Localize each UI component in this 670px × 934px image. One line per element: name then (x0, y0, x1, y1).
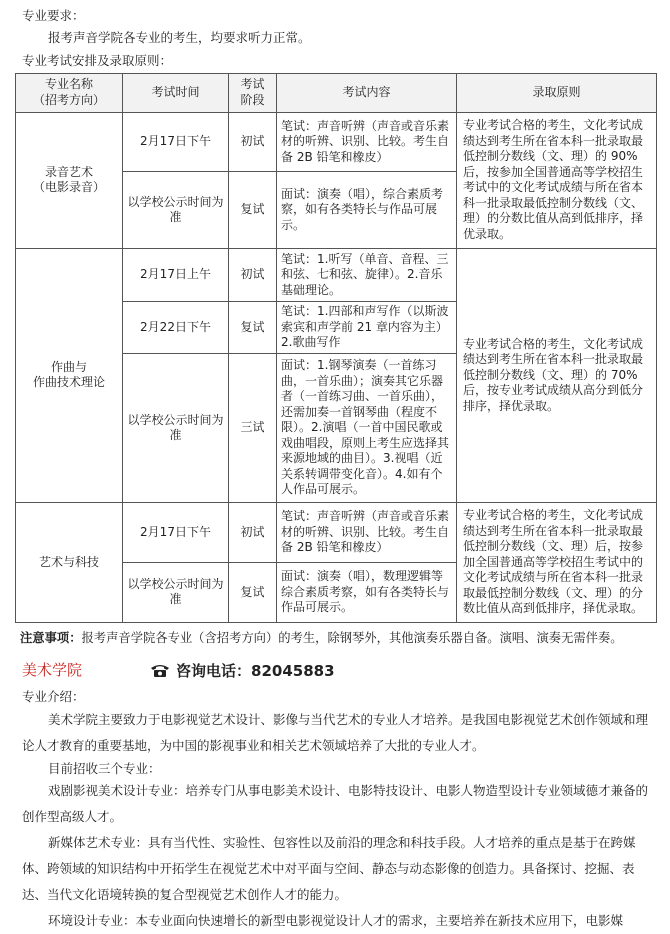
exam-time: 2月17日下午 (123, 502, 229, 562)
exam-time: 2月17日下午 (123, 112, 229, 171)
exam-content: 面试：演奏（唱），数理逻辑等综合素质考察，如有各类特长与作品可展示。 (277, 562, 457, 622)
exam-content: 面试：演奏（唱），综合素质考察，如有各类特长与作品可展示。 (277, 172, 457, 249)
exam-stage: 初试 (229, 502, 277, 562)
phone-number: 82045883 (251, 662, 335, 680)
exam-time: 以学校公示时间为准 (123, 172, 229, 249)
phone-label: 咨询电话： (176, 662, 252, 680)
note-label: 注意事项： (20, 631, 82, 645)
admission-rule: 专业考试合格的考生，文化考试成绩达到考生所在省本科一批录取最低控制分数线（文、理）的 90%后，按参加全国普通高等学校招生考试中的文化考试成绩与所在省本科一批录取最低控制分数线（文、理）的分数比值从高到低排序，择优录取。 (457, 112, 657, 248)
admission-rule: 专业考试合格的考生，文化考试成绩达到考生所在省本科一批录取最低控制分数线（文、理）的 70%后，按专业考试成绩从高分到低分排序，择优录取。 (457, 248, 657, 502)
enroll-text: 目前招收三个专业： (48, 761, 161, 776)
exam-content: 笔试：1.四部和声写作（以斯波索宾和声学前 21 章内容为主）2.歌曲写作 (277, 301, 457, 354)
exam-time: 以学校公示时间为准 (123, 562, 229, 622)
major-name: 录音艺术 （电影录音） (16, 112, 123, 248)
table-row (16, 248, 657, 301)
exam-time: 以学校公示时间为准 (123, 354, 229, 502)
exam-content: 笔试：1.听写（单音、音程、三和弦、七和弦、旋律）。2.音乐基础理论。 (277, 248, 457, 301)
table-row (16, 502, 657, 562)
exam-stage: 复试 (229, 172, 277, 249)
college-name: 美术学院 (22, 661, 83, 679)
major-desc-newmedia: 新媒体艺术专业：具有当代性、实验性、包容性以及前沿的理念和科技手段。人才培养的重点是基于在跨媒体、跨领域的知识结构中开拓学生在视觉艺术中对平面与空间、静态与动态影像的创造力。具备探讨、挖掘、表达、当代文化语境转换的复合型视觉艺术创作人才的能力。 (22, 835, 636, 902)
exam-time: 2月22日下午 (123, 301, 229, 354)
intro-paragraph: 美术学院主要致力于电影视觉艺术设计、影像与当代艺术的专业人才培养。是我国电影视觉艺术创作领域和理论人才教育的重要基地，为中国的影视事业和相关艺术领域培养了大批的专业人才。 (22, 712, 649, 753)
header-major: 专业名称 （招考方向） (16, 74, 123, 113)
requirements-text: 报考声音学院各专业的考生，均要求听力正常。 (48, 30, 311, 45)
exam-content: 面试：1.钢琴演奏（一首练习曲，一首乐曲）；演奏其它乐器者（一首练习曲、一首乐曲），还需加奏一首钢琴曲（程度不限）。2.演唱（一首中国民歌或戏曲唱段，原则上考生应选择其来源地域的曲目）。3.视唱（近关系转调带变化音）。4.如有个人作品可展示。 (277, 354, 457, 502)
exam-content: 笔试：声音听辨（声音或音乐素材的听辨、识别、比较。考生自备 2B 铅笔和橡皮） (277, 112, 457, 171)
major-name: 作曲与 作曲技术理论 (16, 248, 123, 502)
header-content: 考试内容 (277, 74, 457, 113)
table-row (16, 112, 657, 171)
admission-rule: 专业考试合格的考生，文化考试成绩达到考生所在省本科一批录取最低控制分数线（文、理）后，按参加全国普通高等学校招生考试中的文化考试成绩与所在省本科一批录取最低控制分数线（文、理）的分数比值从高到低排序，择优录取。 (457, 502, 657, 622)
exam-schedule-title: 专业考试安排及录取原则： (22, 53, 173, 68)
phone-icon (150, 663, 170, 677)
exam-time: 2月17日上午 (123, 248, 229, 301)
header-rule: 录取原则 (457, 74, 657, 113)
major-desc-drama: 戏剧影视美术设计专业：培养专门从事电影美术设计、电影特技设计、电影人物造型设计专业领域德才兼备的创作型高级人才。 (22, 783, 649, 824)
exam-stage: 初试 (229, 112, 277, 171)
exam-stage: 复试 (229, 562, 277, 622)
table-header-row (16, 74, 657, 113)
requirements-title: 专业要求： (22, 8, 85, 23)
note (20, 628, 623, 646)
consult-phone (150, 660, 335, 681)
major-desc-environment: 环境设计专业：本专业面向快速增长的新型电影视觉设计人才的需求，主要培养在新技术应用下，电影媒 (48, 913, 624, 928)
exam-content: 笔试：声音听辨（声音或音乐素材的听辨、识别、比较。考生自备 2B 铅笔和橡皮） (277, 502, 457, 562)
exam-schedule-table (15, 73, 657, 623)
header-stage: 考试 阶段 (229, 74, 277, 113)
major-name: 艺术与科技 (16, 502, 123, 622)
exam-stage: 复试 (229, 301, 277, 354)
exam-stage: 三试 (229, 354, 277, 502)
intro-title: 专业介绍： (22, 689, 85, 704)
note-text: 报考声音学院各专业（含招考方向）的考生，除钢琴外，其他演奏乐器自备。演唱、演奏无需伴奏。 (81, 631, 623, 645)
header-time: 考试时间 (123, 74, 229, 113)
exam-stage: 初试 (229, 248, 277, 301)
